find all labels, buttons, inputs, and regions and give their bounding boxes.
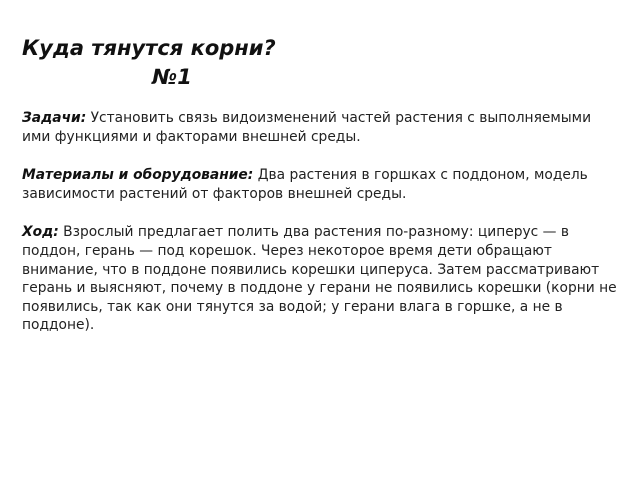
- tasks-paragraph: [22, 109, 622, 146]
- procedure-paragraph: [22, 223, 622, 335]
- procedure-label: Ход:: [22, 224, 59, 241]
- procedure-text: Взрослый предлагает полить два растения по-разному: циперус — в поддон, герань — под корешок. Через некоторое время дети обращают внимание, что в поддоне появились корешки циперуса. Затем рассматривают герань и выясняют, почему в поддоне у герани не появились корешки (корни не появились, так как они тянутся за водой; у герани влага в горшке, а не в поддоне).: [22, 224, 617, 334]
- experiment-number: №1: [152, 65, 192, 89]
- materials-label: Материалы и оборудование:: [22, 167, 254, 184]
- slide-content: [22, 109, 622, 355]
- tasks-label: Задачи:: [22, 110, 87, 126]
- slide-title: Куда тянутся корни?: [22, 36, 276, 60]
- materials-paragraph: [22, 166, 622, 203]
- materials-text: Два растения в горшках с поддоном, модель зависимости растений от факторов внешней среды.: [22, 167, 588, 202]
- tasks-text: Установить связь видоизменений частей растения с выполняемыми ими функциями и факторами внешней среды.: [22, 110, 592, 145]
